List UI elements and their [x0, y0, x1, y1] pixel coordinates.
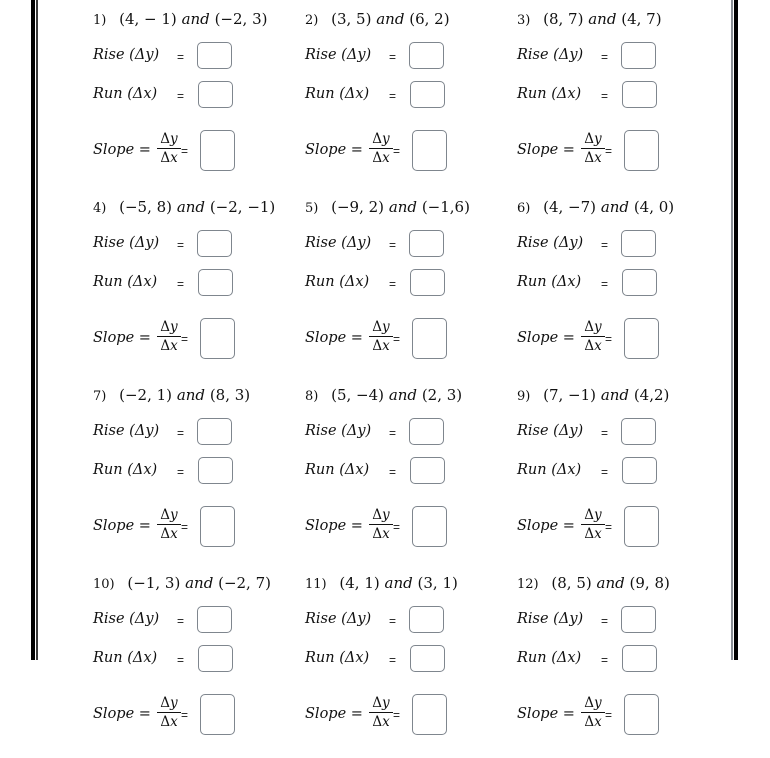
equals-sign: =	[601, 89, 609, 103]
x-variable: x	[170, 526, 178, 542]
point-2: (4, 0)	[633, 198, 675, 216]
run-answer-box[interactable]	[410, 269, 445, 296]
y-variable: y	[382, 319, 390, 335]
and-word: and	[176, 198, 206, 216]
run-label: Run (Δx)	[305, 650, 370, 666]
equals-sign: =	[177, 614, 185, 628]
run-label: Run (Δx)	[517, 650, 582, 666]
point-1: (−9, 2)	[331, 198, 385, 216]
point-2: (−2, −1)	[209, 198, 276, 216]
delta-symbol: Δ	[160, 319, 171, 335]
problem-number: 2)	[305, 13, 319, 28]
run-answer-box[interactable]	[622, 645, 657, 672]
slope-answer-box[interactable]	[412, 318, 447, 359]
x-variable: x	[382, 150, 390, 166]
and-word: and	[596, 574, 625, 592]
equals-sign: =	[177, 50, 185, 64]
point-1: (4, −7)	[543, 198, 597, 216]
point-1: (8, 5)	[551, 574, 592, 592]
run-label: Run (Δx)	[93, 462, 158, 478]
delta-symbol: Δ	[372, 319, 383, 335]
rise-answer-box[interactable]	[409, 230, 444, 257]
equals-sign: =	[389, 426, 397, 440]
equals-sign: =	[601, 614, 609, 628]
x-variable: x	[170, 714, 178, 730]
fraction-denominator	[157, 337, 181, 355]
rise-label: Rise (Δy)	[93, 611, 160, 627]
delta-symbol: Δ	[372, 695, 383, 711]
equals-sign: =	[181, 144, 189, 158]
equals-sign: =	[177, 426, 185, 440]
page-border-right-thick	[734, 0, 738, 660]
equals-sign: =	[389, 277, 397, 291]
problem-header	[517, 386, 669, 404]
y-variable: y	[382, 131, 390, 147]
delta-symbol: Δ	[372, 714, 383, 730]
fraction-denominator	[581, 337, 605, 355]
run-label: Run (Δx)	[305, 462, 370, 478]
run-label: Run (Δx)	[517, 462, 582, 478]
fraction-numerator	[369, 507, 393, 525]
slope-answer-box[interactable]	[624, 506, 659, 547]
point-2: (3, 1)	[417, 574, 458, 592]
rise-answer-box[interactable]	[621, 230, 656, 257]
rise-label: Rise (Δy)	[517, 235, 584, 251]
rise-label: Rise (Δy)	[93, 47, 160, 63]
problem-header	[305, 386, 462, 404]
rise-label: Rise (Δy)	[305, 47, 372, 63]
fraction-denominator	[369, 149, 393, 167]
x-variable: x	[382, 526, 390, 542]
run-answer-box[interactable]	[198, 457, 233, 484]
equals-sign: =	[177, 89, 185, 103]
fraction-numerator	[369, 131, 393, 149]
rise-answer-box[interactable]	[197, 230, 232, 257]
problem-number: 11)	[305, 577, 327, 592]
fraction-denominator	[581, 525, 605, 543]
y-variable: y	[170, 695, 178, 711]
equals-sign: =	[181, 708, 189, 722]
point-1: (4, 1)	[339, 574, 380, 592]
run-answer-box[interactable]	[198, 269, 233, 296]
delta-symbol: Δ	[372, 507, 383, 523]
problem-11	[305, 568, 515, 758]
delta-symbol: Δ	[160, 695, 171, 711]
fraction-denominator	[157, 525, 181, 543]
delta-y-over-delta-x-fraction	[157, 319, 181, 355]
equals-sign: =	[393, 144, 401, 158]
x-variable: x	[594, 150, 602, 166]
equals-sign: =	[389, 465, 397, 479]
delta-symbol: Δ	[584, 338, 595, 354]
fraction-numerator	[157, 319, 181, 337]
point-pair	[127, 574, 271, 592]
problem-number: 1)	[93, 13, 107, 28]
rise-answer-box[interactable]	[621, 418, 656, 445]
equals-sign: =	[393, 520, 401, 534]
problem-number: 10)	[93, 577, 115, 592]
problem-5	[305, 192, 515, 382]
slope-answer-box[interactable]	[412, 694, 447, 735]
delta-symbol: Δ	[160, 338, 171, 354]
delta-y-over-delta-x-fraction	[157, 695, 181, 731]
delta-symbol: Δ	[584, 714, 595, 730]
x-variable: x	[170, 338, 178, 354]
equals-sign: =	[389, 614, 397, 628]
rise-answer-box[interactable]	[197, 42, 232, 69]
y-variable: y	[170, 319, 178, 335]
slope-answer-box[interactable]	[200, 694, 235, 735]
problem-4	[93, 192, 303, 382]
rise-label: Rise (Δy)	[517, 423, 584, 439]
delta-y-over-delta-x-fraction	[369, 695, 393, 731]
delta-symbol: Δ	[160, 150, 171, 166]
delta-symbol: Δ	[584, 150, 595, 166]
rise-label: Rise (Δy)	[93, 423, 160, 439]
rise-answer-box[interactable]	[621, 42, 656, 69]
delta-symbol: Δ	[160, 131, 171, 147]
point-2: (2, 3)	[421, 386, 463, 404]
y-variable: y	[594, 507, 602, 523]
delta-symbol: Δ	[372, 150, 383, 166]
slope-label: Slope =	[305, 706, 363, 722]
y-variable: y	[382, 507, 390, 523]
problem-7	[93, 380, 303, 570]
point-2: (4, 7)	[621, 10, 662, 28]
page-border-left-thick	[31, 0, 35, 660]
slope-answer-box[interactable]	[200, 318, 235, 359]
problem-12	[517, 568, 727, 758]
rise-label: Rise (Δy)	[517, 47, 584, 63]
fraction-denominator	[581, 713, 605, 731]
problem-number: 9)	[517, 389, 531, 404]
problem-header	[517, 574, 670, 592]
delta-symbol: Δ	[584, 131, 595, 147]
y-variable: y	[594, 695, 602, 711]
point-1: (5, −4)	[331, 386, 385, 404]
point-2: (6, 2)	[409, 10, 450, 28]
delta-symbol: Δ	[584, 507, 595, 523]
point-pair	[119, 10, 267, 28]
point-1: (−1, 3)	[127, 574, 181, 592]
and-word: and	[600, 198, 630, 216]
point-2: (9, 8)	[629, 574, 670, 592]
equals-sign: =	[177, 238, 185, 252]
problem-number: 3)	[517, 13, 531, 28]
run-label: Run (Δx)	[517, 86, 582, 102]
slope-answer-box[interactable]	[624, 318, 659, 359]
rise-answer-box[interactable]	[197, 606, 232, 633]
problem-header	[305, 10, 450, 28]
problem-9	[517, 380, 727, 570]
run-label: Run (Δx)	[305, 86, 370, 102]
run-label: Run (Δx)	[305, 274, 370, 290]
slope-answer-box[interactable]	[200, 130, 235, 171]
equals-sign: =	[601, 465, 609, 479]
and-word: and	[376, 10, 405, 28]
y-variable: y	[594, 131, 602, 147]
slope-label: Slope =	[93, 518, 151, 534]
fraction-denominator	[157, 149, 181, 167]
and-word: and	[185, 574, 214, 592]
equals-sign: =	[601, 426, 609, 440]
point-1: (−5, 8)	[119, 198, 173, 216]
point-1: (7, −1)	[543, 386, 597, 404]
slope-label: Slope =	[305, 330, 363, 346]
point-1: (−2, 1)	[119, 386, 173, 404]
slope-answer-box[interactable]	[412, 506, 447, 547]
point-pair	[339, 574, 457, 592]
equals-sign: =	[177, 653, 185, 667]
rise-label: Rise (Δy)	[305, 423, 372, 439]
problem-number: 5)	[305, 201, 319, 216]
delta-symbol: Δ	[584, 526, 595, 542]
equals-sign: =	[389, 89, 397, 103]
y-variable: y	[594, 319, 602, 335]
rise-label: Rise (Δy)	[305, 611, 372, 627]
slope-label: Slope =	[517, 518, 575, 534]
point-pair	[119, 386, 250, 404]
fraction-denominator	[369, 713, 393, 731]
fraction-denominator	[369, 337, 393, 355]
rise-answer-box[interactable]	[197, 418, 232, 445]
delta-symbol: Δ	[160, 526, 171, 542]
fraction-numerator	[581, 319, 605, 337]
point-pair	[551, 574, 669, 592]
problem-header	[305, 574, 458, 592]
delta-symbol: Δ	[584, 695, 595, 711]
problem-header	[305, 198, 470, 216]
equals-sign: =	[605, 332, 613, 346]
equals-sign: =	[601, 50, 609, 64]
point-pair	[543, 10, 661, 28]
y-variable: y	[170, 131, 178, 147]
point-pair	[543, 198, 674, 216]
problem-10	[93, 568, 303, 758]
equals-sign: =	[389, 238, 397, 252]
fraction-numerator	[369, 695, 393, 713]
delta-y-over-delta-x-fraction	[581, 695, 605, 731]
slope-label: Slope =	[305, 518, 363, 534]
problem-8	[305, 380, 515, 570]
equals-sign: =	[601, 277, 609, 291]
slope-answer-box[interactable]	[624, 694, 659, 735]
run-answer-box[interactable]	[410, 81, 445, 108]
point-2: (−2, 7)	[218, 574, 271, 592]
delta-y-over-delta-x-fraction	[157, 131, 181, 167]
run-answer-box[interactable]	[410, 457, 445, 484]
fraction-denominator	[157, 713, 181, 731]
x-variable: x	[170, 150, 178, 166]
equals-sign: =	[605, 144, 613, 158]
slope-label: Slope =	[517, 330, 575, 346]
run-answer-box[interactable]	[622, 457, 657, 484]
slope-label: Slope =	[93, 706, 151, 722]
point-pair	[331, 10, 449, 28]
run-answer-box[interactable]	[622, 269, 657, 296]
problem-3	[517, 4, 727, 194]
delta-symbol: Δ	[160, 714, 171, 730]
run-label: Run (Δx)	[93, 86, 158, 102]
equals-sign: =	[393, 708, 401, 722]
delta-symbol: Δ	[372, 526, 383, 542]
y-variable: y	[382, 695, 390, 711]
run-answer-box[interactable]	[622, 81, 657, 108]
slope-answer-box[interactable]	[200, 506, 235, 547]
fraction-denominator	[581, 149, 605, 167]
and-word: and	[176, 386, 206, 404]
point-1: (3, 5)	[331, 10, 372, 28]
slope-label: Slope =	[517, 142, 575, 158]
fraction-numerator	[581, 131, 605, 149]
equals-sign: =	[181, 332, 189, 346]
and-word: and	[181, 10, 210, 28]
and-word: and	[588, 10, 617, 28]
fraction-numerator	[157, 695, 181, 713]
problem-2	[305, 4, 515, 194]
problem-header	[517, 10, 662, 28]
point-1: (4, − 1)	[119, 10, 177, 28]
problem-number: 12)	[517, 577, 539, 592]
delta-symbol: Δ	[160, 507, 171, 523]
and-word: and	[600, 386, 630, 404]
equals-sign: =	[601, 653, 609, 667]
rise-answer-box[interactable]	[409, 42, 444, 69]
x-variable: x	[382, 338, 390, 354]
equals-sign: =	[393, 332, 401, 346]
problem-number: 7)	[93, 389, 107, 404]
page-border-left-thin	[36, 0, 38, 660]
delta-y-over-delta-x-fraction	[369, 507, 393, 543]
slope-label: Slope =	[517, 706, 575, 722]
equals-sign: =	[605, 520, 613, 534]
rise-label: Rise (Δy)	[93, 235, 160, 251]
and-word: and	[388, 386, 418, 404]
problem-header	[517, 198, 674, 216]
delta-y-over-delta-x-fraction	[369, 131, 393, 167]
delta-symbol: Δ	[372, 131, 383, 147]
equals-sign: =	[601, 238, 609, 252]
point-pair	[331, 198, 470, 216]
slope-label: Slope =	[93, 142, 151, 158]
delta-y-over-delta-x-fraction	[581, 131, 605, 167]
fraction-numerator	[581, 695, 605, 713]
rise-answer-box[interactable]	[409, 418, 444, 445]
point-pair	[331, 386, 462, 404]
rise-answer-box[interactable]	[409, 606, 444, 633]
fraction-denominator	[369, 525, 393, 543]
problem-1	[93, 4, 303, 194]
fraction-numerator	[157, 131, 181, 149]
problem-header	[93, 198, 275, 216]
fraction-numerator	[157, 507, 181, 525]
fraction-numerator	[581, 507, 605, 525]
slope-answer-box[interactable]	[412, 130, 447, 171]
problem-header	[93, 386, 250, 404]
equals-sign: =	[389, 653, 397, 667]
run-label: Run (Δx)	[93, 650, 158, 666]
problem-number: 8)	[305, 389, 319, 404]
rise-label: Rise (Δy)	[517, 611, 584, 627]
point-2: (−1,6)	[421, 198, 470, 216]
point-pair	[119, 198, 275, 216]
equals-sign: =	[181, 520, 189, 534]
x-variable: x	[594, 338, 602, 354]
problem-header	[93, 10, 267, 28]
delta-symbol: Δ	[584, 319, 595, 335]
delta-y-over-delta-x-fraction	[581, 319, 605, 355]
fraction-numerator	[369, 319, 393, 337]
run-label: Run (Δx)	[93, 274, 158, 290]
delta-y-over-delta-x-fraction	[157, 507, 181, 543]
point-2: (4,2)	[633, 386, 670, 404]
rise-answer-box[interactable]	[621, 606, 656, 633]
delta-symbol: Δ	[372, 338, 383, 354]
run-answer-box[interactable]	[198, 81, 233, 108]
point-2: (−2, 3)	[214, 10, 268, 28]
x-variable: x	[594, 714, 602, 730]
and-word: and	[388, 198, 418, 216]
run-label: Run (Δx)	[517, 274, 582, 290]
problem-header	[93, 574, 271, 592]
equals-sign: =	[389, 50, 397, 64]
delta-y-over-delta-x-fraction	[581, 507, 605, 543]
equals-sign: =	[177, 465, 185, 479]
slope-label: Slope =	[93, 330, 151, 346]
rise-label: Rise (Δy)	[305, 235, 372, 251]
slope-label: Slope =	[305, 142, 363, 158]
run-answer-box[interactable]	[198, 645, 233, 672]
equals-sign: =	[605, 708, 613, 722]
x-variable: x	[594, 526, 602, 542]
problem-number: 4)	[93, 201, 107, 216]
delta-y-over-delta-x-fraction	[369, 319, 393, 355]
and-word: and	[384, 574, 413, 592]
y-variable: y	[170, 507, 178, 523]
point-2: (8, 3)	[209, 386, 251, 404]
equals-sign: =	[177, 277, 185, 291]
page-border-right-thin	[731, 0, 733, 660]
slope-answer-box[interactable]	[624, 130, 659, 171]
x-variable: x	[382, 714, 390, 730]
point-1: (8, 7)	[543, 10, 584, 28]
point-pair	[543, 386, 669, 404]
run-answer-box[interactable]	[410, 645, 445, 672]
problem-number: 6)	[517, 201, 531, 216]
problem-6	[517, 192, 727, 382]
